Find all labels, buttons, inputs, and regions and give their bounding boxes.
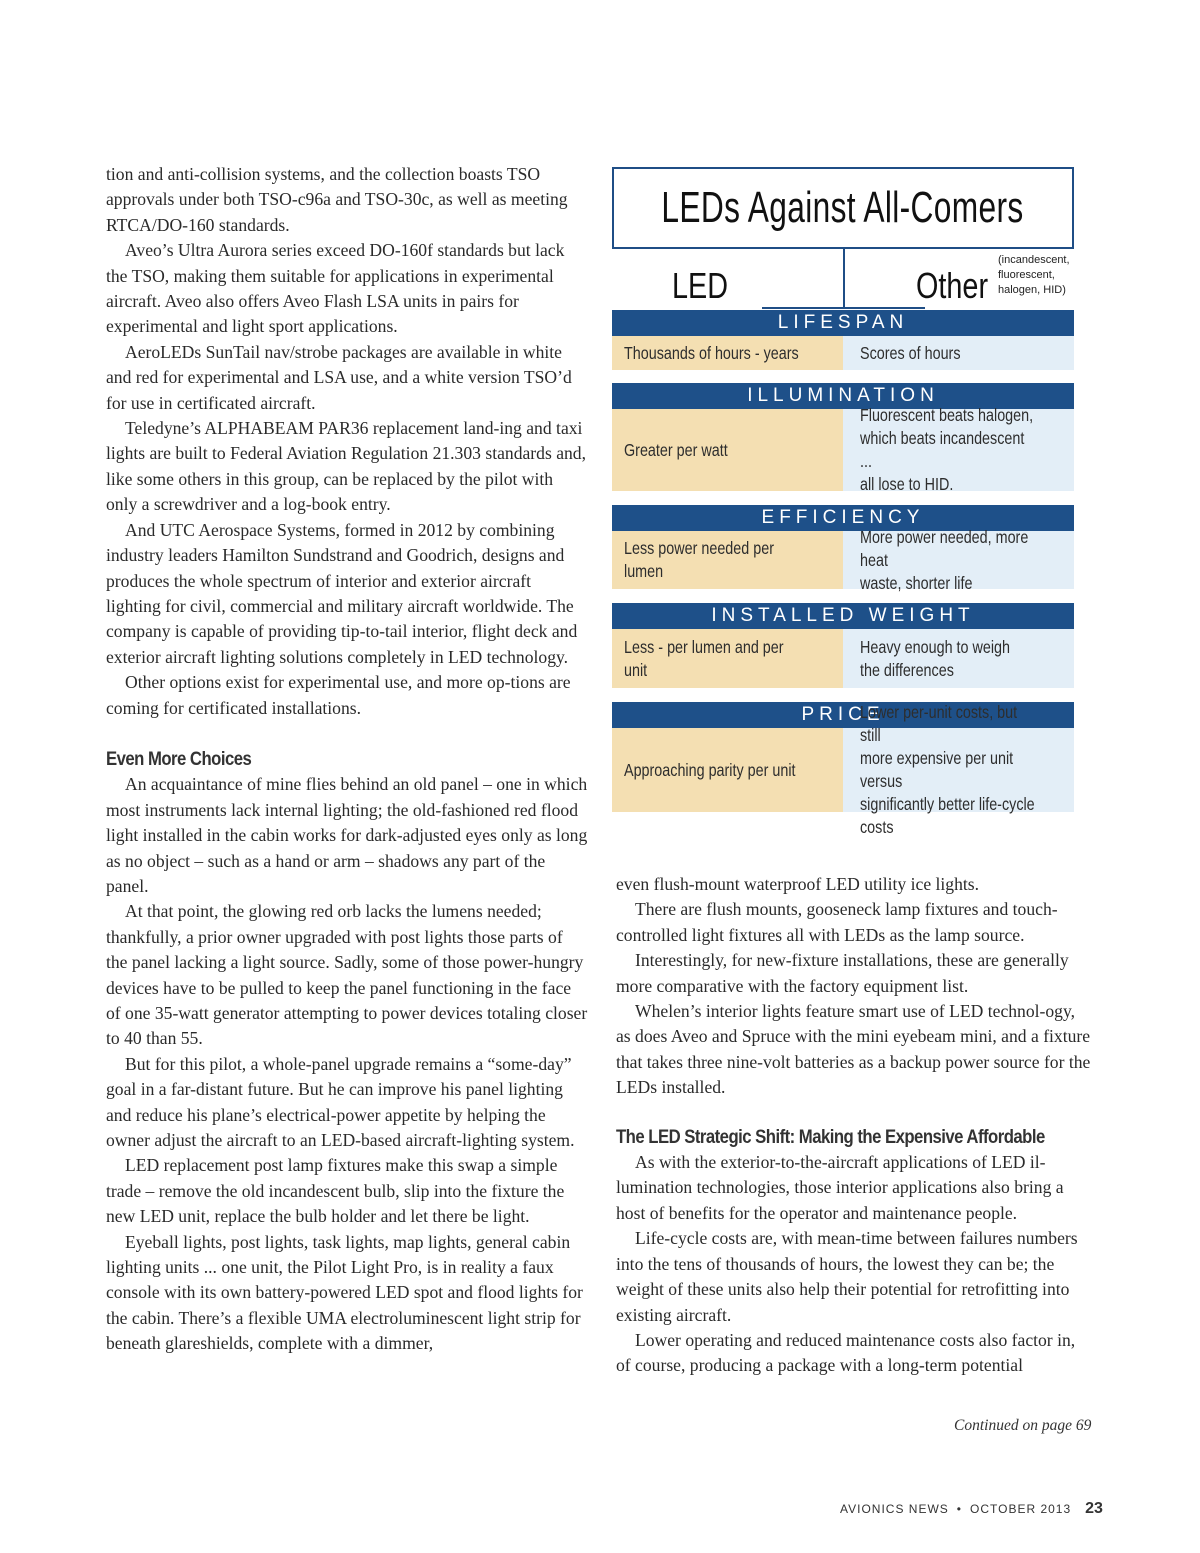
cell-text: Heavy enough to weigh the differences (860, 636, 1010, 680)
section-band-lifespan: LIFESPAN (612, 310, 1074, 336)
header-rule (762, 307, 843, 309)
continued-note: Continued on page 69 (954, 1417, 1092, 1434)
cell-led-price (612, 728, 843, 812)
column-header-other-note: (incandescent, fluorescent, halogen, HID) (998, 254, 1070, 296)
cell-other-illumination (843, 405, 1074, 494)
cell-text: Scores of hours (860, 342, 961, 363)
cell-led-efficiency (612, 531, 843, 589)
body-paragraph: Aveo’s Ultra Aurora series exceed DO-160f standards but lack the TSO, making them suitable for applications in experimental aircraft. Aveo also offers Aveo Flash LSA units in pairs for experimental and light sport applications. (106, 240, 565, 337)
body-paragraph: As with the exterior-to-the-aircraft applications of LED il-lumination technologies, those interior applications also bring a host of benefits for the operator and maintenance people. (616, 1152, 1064, 1223)
section-band-efficiency: EFFICIENCY (612, 505, 1074, 531)
header-rule (845, 307, 925, 309)
table-title: LEDs Against All-Comers (661, 183, 1025, 232)
body-paragraph: But for this pilot, a whole-panel upgrade remains a “some-day” goal in a far-distant future. But he can improve his panel lighting and reduce his plane’s electrical-power appetite by helping the owner adjust the aircraft to an LED-based aircraft-lighting system. (106, 1053, 575, 1151)
section-heading: Even More Choices (106, 748, 252, 770)
body-paragraph: And UTC Aerospace Systems, formed in 2012 by combining industry leaders Hamilton Sundstrand and Goodrich, designs and produces the whole spectrum of interior and exterior aircraft lighting for civil, commercial and military aircraft worldwide. The company is capable of providing tip-to-tail interior, flight deck and exterior aircraft lighting solutions completely in LED technology. (106, 519, 578, 667)
body-paragraph: even flush-mount waterproof LED utility ice lights. (616, 874, 980, 894)
table-header-row (612, 247, 1074, 309)
page-footer (840, 1500, 1103, 1518)
cell-led-illumination (612, 409, 843, 491)
cell-text: Lower per-unit costs, but still more expensive per unit versus significantly better life-cycle costs (860, 702, 1035, 837)
section-band-illumination: ILLUMINATION (612, 383, 1074, 409)
cell-led-installed-weight (612, 629, 843, 688)
issue-date: OCTOBER 2013 (970, 1502, 1072, 1516)
publication-name: AVIONICS NEWS (840, 1502, 949, 1516)
body-paragraph: Life-cycle costs are, with mean-time between failures numbers into the tens of thousands of hours, the lowest they can be; the weight of these units also help their potential for retrofitting into existing aircraft. (616, 1228, 1078, 1325)
left-column (106, 162, 588, 1357)
cell-text: Greater per watt (624, 439, 728, 460)
table-title-box (612, 167, 1074, 249)
cell-text: Thousands of hours - years (624, 342, 799, 363)
cell-text: Less power needed per lumen (624, 538, 774, 581)
page-number: 23 (1085, 1500, 1103, 1517)
cell-text: Less - per lumen and per unit (624, 636, 784, 680)
cell-other-installed-weight (843, 629, 1074, 688)
body-paragraph: At that point, the glowing red orb lacks the lumens needed; thankfully, a prior owner upgraded with post lights those parts of the panel lacking a light source. Sadly, some of those power-hungry devices have to be pulled to keep the panel functioning in the face of one 35-watt generator attempting to power devices totaling closer to 40 than 55. (106, 901, 588, 1049)
body-paragraph: LED replacement post lamp fixtures make this swap a simple trade – remove the old incandescent bulb, slip into the fixture the new LED unit, replace the bulb holder and let there be light. (106, 1155, 565, 1227)
section-band-price: PRICE (612, 702, 1074, 728)
body-paragraph: Whelen’s interior lights feature smart use of LED technol-ogy, as does Aveo and Spruce with the mini eyebeam mini, and a fixture that takes three nine-volt batteries as a backup power source for the LEDs installed. (616, 1001, 1091, 1098)
body-paragraph: AeroLEDs SunTail nav/strobe packages are available in white and red for experimental and LSA use, and a white version TSO’d for use in certificated aircraft. (106, 341, 572, 413)
comparison-table (612, 167, 1074, 837)
body-paragraph: Teledyne’s ALPHABEAM PAR36 replacement land-ing and taxi lights are built to Federal Aviation Regulation 21.303 standards and, like some others in this group, can be replaced by the pilot with only a screwdriver and a log-book entry. (106, 418, 586, 515)
section-heading: The LED Strategic Shift: Making the Expensive Affordable (616, 1126, 1045, 1148)
body-paragraph: tion and anti-collision systems, and the collection boasts TSO approvals under both TSO-c96a and TSO-30c, as well as meeting RTCA/DO-160 standards. (106, 164, 568, 235)
cell-other-efficiency (843, 526, 1074, 593)
cell-text: Approaching parity per unit (624, 759, 796, 780)
body-paragraph: An acquaintance of mine flies behind an old panel – one in which most instruments lack internal lighting; the old-fashioned red flood light installed in the cabin works for dark-adjusted eyes only as long as no object – such as a hand or arm – shadows any part of the panel. (106, 774, 588, 896)
cell-other-lifespan (843, 336, 1074, 370)
footer-separator: • (956, 1502, 962, 1516)
body-paragraph: Interestingly, for new-fixture installations, these are generally more comparative with the factory equipment list. (616, 950, 1069, 996)
cell-led-lifespan (612, 336, 843, 370)
body-paragraph: Eyeball lights, post lights, task lights, map lights, general cabin lighting units ... one unit, the Pilot Light Pro, is in reality a faux console with its own battery-powered LED spot and flood lights for the cabin. There’s a flexible UMA electroluminescent light strip for beneath glareshields, complete with a dimmer, (106, 1231, 583, 1354)
column-divider (843, 247, 845, 309)
column-header-led: LED (672, 265, 729, 306)
column-header-other: Other (916, 265, 989, 306)
cell-text: Fluorescent beats halogen, which beats incandescent ... all lose to HID. (860, 405, 1034, 494)
body-paragraph: Lower operating and reduced maintenance costs also factor in, of course, producing a package with a long-term potential (616, 1329, 1076, 1376)
body-paragraph: Other options exist for experimental use, and more op-tions are coming for certificated installations. (106, 672, 571, 718)
body-paragraph: There are flush mounts, gooseneck lamp fixtures and touch-controlled light fixtures all with LEDs as the lamp source. (616, 899, 1058, 945)
cell-text: More power needed, more heat waste, shorter life (860, 526, 1029, 593)
right-column (616, 872, 1094, 1379)
section-band-installed-weight: INSTALLED WEIGHT (612, 603, 1074, 629)
